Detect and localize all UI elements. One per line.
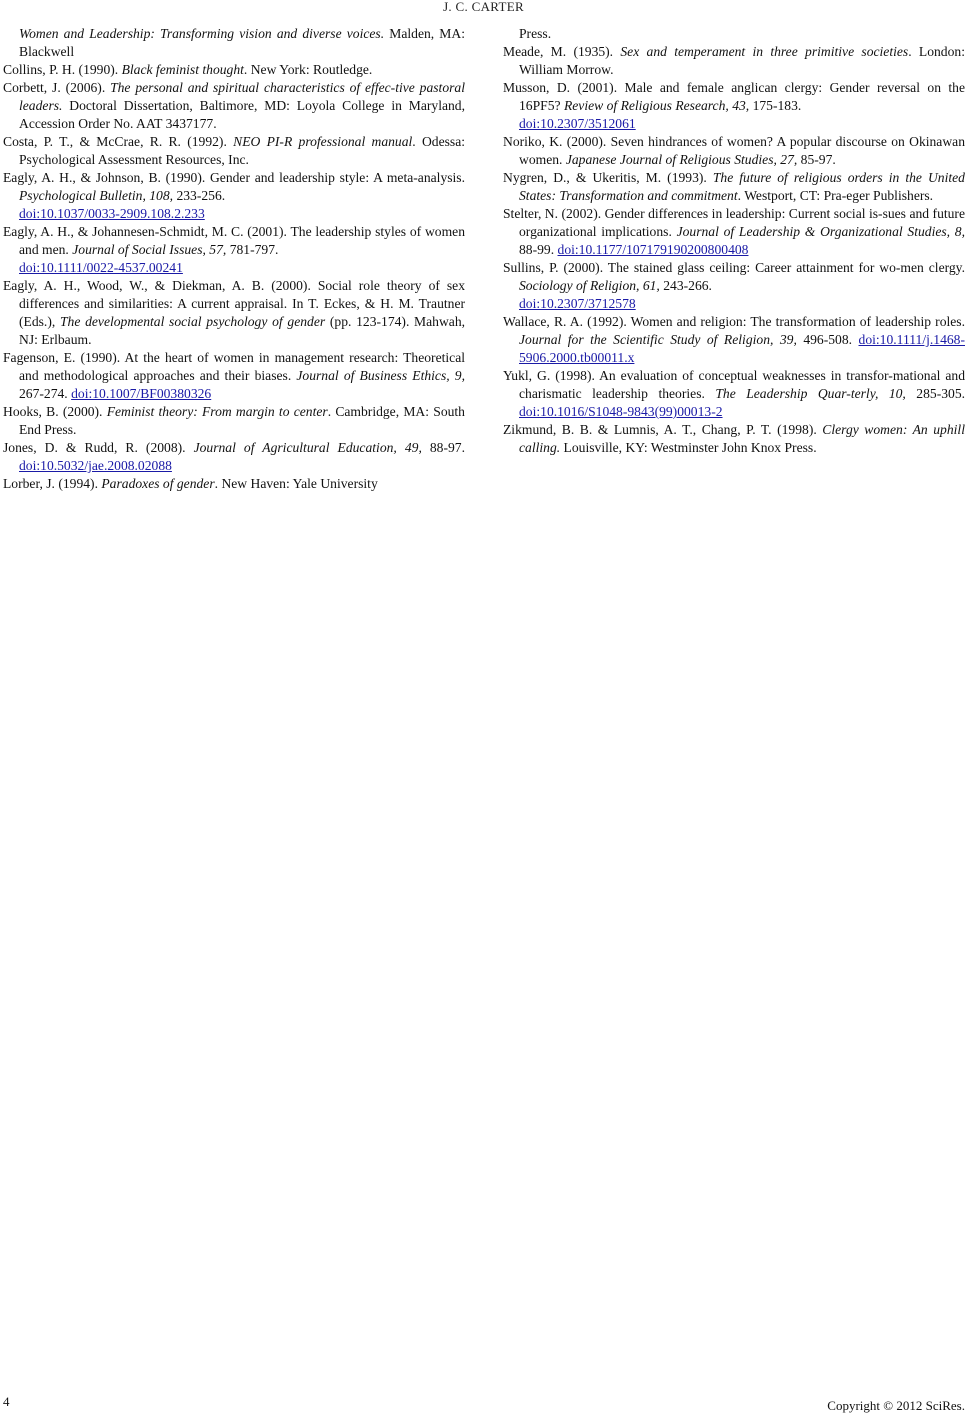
reference-text: Press. <box>519 26 552 41</box>
reference-text: . Odessa: Psychological Assessment Resources, Inc. <box>19 134 466 167</box>
reference-text: Musson, D. (2001). Male and female anglican clergy: Gender reversal on the 16PF5? <box>503 80 965 113</box>
reference-title: Journal for the Scientific Study of Religion, 39, <box>519 332 797 347</box>
reference-title: The future of religious orders in the United States: Transformation and commitment <box>519 170 965 203</box>
reference-text: Zikmund, B. B. & Lumnis, A. T., Chang, P. T. (1998). <box>503 422 823 437</box>
reference-text: Louisville, KY: Westminster John Knox Press. <box>560 440 817 455</box>
reference-title: Clergy women: An uphill calling. <box>519 422 965 455</box>
reference-entry <box>503 421 965 457</box>
reference-title: Journal of Social Issues, 57, <box>72 242 227 257</box>
doi-link[interactable]: doi:10.5032/jae.2008.02088 <box>19 458 172 473</box>
reference-text: Stelter, N. (2002). Gender differences in leadership: Current social is-sues and future organizational implications. <box>503 206 965 239</box>
reference-entry <box>3 475 465 493</box>
reference-title: Japanese Journal of Religious Studies, 27, <box>565 152 798 167</box>
reference-title: Feminist theory: From margin to center <box>106 404 328 419</box>
reference-entry <box>503 133 965 169</box>
reference-title: Journal of Leadership & Organizational Studies, 8, <box>676 224 965 239</box>
running-header: J. C. CARTER <box>443 0 524 14</box>
reference-text: Eagly, A. H., & Johnson, B. (1990). Gender and leadership style: A meta-analysis. <box>3 170 465 185</box>
reference-title: Journal of Agricultural Education, 49, <box>193 440 422 455</box>
reference-title: The developmental social psychology of gender <box>59 314 326 329</box>
reference-entry <box>503 43 965 79</box>
reference-entry <box>3 79 465 133</box>
reference-text: Corbett, J. (2006). <box>3 80 111 95</box>
doi-link[interactable]: doi:10.2307/3712578 <box>519 296 636 311</box>
reference-text: Doctoral Dissertation, Baltimore, MD: Loyola College in Maryland, Accession Order No. AAT 3437177. <box>19 98 465 131</box>
reference-title: Sex and temperament in three primitive societies <box>620 44 909 59</box>
reference-text: Fagenson, E. (1990). At the heart of women in management research: Theoretical and methodological approaches and their biases. <box>3 350 465 383</box>
reference-text: 233-256. <box>173 188 226 203</box>
reference-entry <box>3 223 465 277</box>
reference-text: (pp. 123-174). Mahwah, NJ: Erlbaum. <box>19 314 466 347</box>
reference-text: Sullins, P. (2000). The stained glass ceiling: Career attainment for wo-men clergy. <box>503 260 965 275</box>
reference-text: . Westport, CT: Pra-eger Publishers. <box>737 188 934 203</box>
references-right-column <box>503 25 965 457</box>
reference-entry <box>503 313 965 367</box>
reference-entry <box>3 61 465 79</box>
reference-text: Nygren, D., & Ukeritis, M. (1993). <box>503 170 713 185</box>
reference-text: Lorber, J. (1994). <box>3 476 102 491</box>
doi-link[interactable]: doi:10.1016/S1048-9843(99)00013-2 <box>519 404 723 419</box>
reference-text: 243-266. <box>659 278 712 293</box>
reference-entry <box>3 277 465 349</box>
reference-entry <box>503 79 965 133</box>
reference-text: Eagly, A. H., & Johannesen-Schmidt, M. C. (2001). The leadership styles of women and men. <box>3 224 465 257</box>
reference-title: Psychological Bulletin, 108, <box>19 188 174 203</box>
reference-text: 85-97. <box>797 152 836 167</box>
doi-link[interactable]: doi:10.2307/3512061 <box>519 116 636 131</box>
reference-title: Paradoxes of gender <box>101 476 215 491</box>
reference-text: Wallace, R. A. (1992). Women and religion: The transformation of leadership roles. <box>503 314 965 329</box>
doi-link[interactable]: doi:10.1177/107179190200800408 <box>557 242 749 257</box>
reference-entry <box>503 25 965 43</box>
reference-title: Journal of Business Ethics, 9, <box>296 368 465 383</box>
reference-entry <box>3 349 465 403</box>
reference-entry <box>3 439 465 475</box>
reference-entry <box>503 367 965 421</box>
doi-link[interactable]: doi:10.1037/0033-2909.108.2.233 <box>19 206 205 221</box>
references-left-column <box>3 25 465 493</box>
reference-text: . New York: Routledge. <box>243 62 373 77</box>
doi-link[interactable]: doi:10.1111/j.1468-5906.2000.tb00011.x <box>519 332 965 365</box>
reference-text: Hooks, B. (2000). <box>3 404 107 419</box>
reference-entry <box>3 403 465 439</box>
reference-text: Malden, MA: Blackwell <box>19 26 465 59</box>
reference-text: Yukl, G. (1998). An evaluation of conceptual weaknesses in transfor-mational and charismatic leadership theories. <box>503 368 965 401</box>
reference-text: Costa, P. T., & McCrae, R. R. (1992). <box>3 134 234 149</box>
reference-title: Black feminist thought <box>121 62 244 77</box>
reference-entry <box>503 169 965 205</box>
reference-entry <box>3 133 465 169</box>
copyright-notice: Copyright © 2012 SciRes. <box>827 1398 965 1413</box>
reference-entry <box>503 259 965 313</box>
reference-entry <box>3 25 465 61</box>
reference-text: 88-97. <box>421 440 465 455</box>
reference-title: The Leadership Quar-terly, 10, <box>715 386 906 401</box>
reference-text: . New Haven: Yale University <box>214 476 378 491</box>
reference-text: 88-99. <box>519 242 558 257</box>
reference-text: Jones, D. & Rudd, R. (2008). <box>3 440 194 455</box>
doi-link[interactable]: doi:10.1007/BF00380326 <box>71 386 212 401</box>
reference-text: Noriko, K. (2000). Seven hindrances of women? A popular discourse on Okinawan women. <box>503 134 965 167</box>
reference-title: Review of Religious Research, 43, <box>563 98 750 113</box>
reference-title: The personal and spiritual characteristics of effec-tive pastoral leaders. <box>19 80 465 113</box>
reference-text: . Cambridge, MA: South End Press. <box>19 404 465 437</box>
reference-text: 175-183. <box>749 98 802 113</box>
reference-title: Women and Leadership: Transforming vision and diverse voices. <box>19 26 385 41</box>
reference-entry <box>3 169 465 223</box>
doi-link[interactable]: doi:10.1111/0022-4537.00241 <box>19 260 183 275</box>
reference-text: 781-797. <box>226 242 279 257</box>
reference-entry <box>503 205 965 259</box>
reference-text: Collins, P. H. (1990). <box>3 62 122 77</box>
reference-text: 496-508. <box>796 332 859 347</box>
reference-text: Eagly, A. H., Wood, W., & Diekman, A. B. (2000). Social role theory of sex differences and similarities: A current appraisal. In T. Eckes, & H. M. Trautner (Eds.), <box>3 278 465 329</box>
reference-text: 267-274. <box>19 386 72 401</box>
reference-text: 285-305. <box>905 386 966 401</box>
reference-title: NEO PI-R professional manual <box>233 134 413 149</box>
reference-text: . London: William Morrow. <box>519 44 965 77</box>
reference-text: Meade, M. (1935). <box>503 44 621 59</box>
page-number: 4 <box>3 1394 10 1409</box>
reference-title: Sociology of Religion, 61, <box>519 278 660 293</box>
